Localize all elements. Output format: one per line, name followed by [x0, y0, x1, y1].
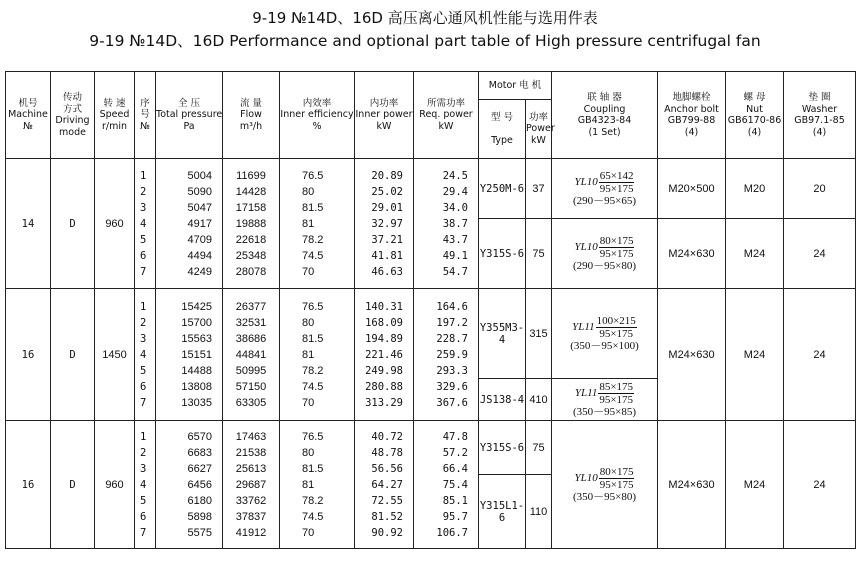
motor-type-cell: Y315S-6	[479, 219, 526, 289]
flow-cell: 26377 32531 38686 44841 50995 57150 63305	[223, 289, 280, 421]
coupling-spec: YL11 $\frac{100\times 215}{95\times 175}$ (350－95×100)	[570, 314, 639, 352]
motor-type-cell: Y355M3-4	[479, 289, 526, 379]
motor-type-cell: Y250M-6	[479, 159, 526, 219]
anchor-bolt-cell: M24×630	[658, 289, 726, 421]
motor-power-cell: 315	[526, 289, 552, 379]
title-chinese: 9-19 №14D、16D 高压离心通风机性能与选用件表	[252, 9, 598, 27]
washer-cell: 20	[784, 159, 856, 219]
inner-power-cell: 20.89 25.02 29.01 32.97 37.21 41.81 46.63	[355, 159, 414, 289]
header-motor: Motor 电 机	[479, 72, 552, 100]
coupling-spec: YL10 $\frac{80\times 175}{95\times 175}$ (350－95×80)	[572, 465, 637, 503]
header-driving-mode: 传动 方式 Driving mode	[51, 72, 95, 159]
coupling-cell	[552, 159, 658, 219]
inner-power-cell: 140.31 168.09 194.89 221.46 249.98 280.88 313.29	[355, 289, 414, 421]
header-nut: 螺 母 Nut GB6170-86 (4)	[726, 72, 784, 159]
req-power-cell: 164.6 197.2 228.7 259.9 293.3 329.6 367.6	[414, 289, 479, 421]
efficiency-cell: 76.5 80 81.5 81 78.2 74.5 70	[280, 289, 355, 421]
machine-cell: 16	[6, 289, 51, 421]
header-machine: 机号 Machine №	[6, 72, 51, 159]
header-washer: 垫 圈 Washer GB97.1-85 (4)	[784, 72, 856, 159]
speed-cell: 960	[95, 421, 135, 549]
coupling-cell	[552, 289, 658, 379]
pressure-cell: 5004 5090 5047 4917 4709 4494 4249	[156, 159, 223, 289]
header-motor-power: 功率 Power kW	[526, 100, 552, 159]
table-row-group	[6, 289, 856, 379]
motor-type-cell: Y315S-6	[479, 421, 526, 475]
req-power-cell: 47.8 57.2 66.4 75.4 85.1 95.7 106.7	[414, 421, 479, 549]
header-seq: 序 号 №	[135, 72, 156, 159]
inner-power-cell: 40.72 48.78 56.56 64.27 72.55 81.52 90.92	[355, 421, 414, 549]
washer-cell: 24	[784, 289, 856, 421]
machine-cell: 14	[6, 159, 51, 289]
washer-cell: 24	[784, 421, 856, 549]
title-english: 9-19 №14D、16D Performance and optional part table of High pressure centrifugal fan	[89, 32, 761, 50]
pressure-cell: 6570 6683 6627 6456 6180 5898 5575	[156, 421, 223, 549]
nut-cell: M20	[726, 159, 784, 219]
header-coupling: 联 轴 器 Coupling GB4323-84 (1 Set)	[552, 72, 658, 159]
coupling-cell	[552, 379, 658, 421]
seq-cell: 1 2 3 4 5 6 7	[135, 289, 156, 421]
nut-cell: M24	[726, 289, 784, 421]
drive-cell: D	[51, 289, 95, 421]
header-anchor-bolt: 地脚螺栓 Anchor bolt GB799-88 (4)	[658, 72, 726, 159]
header-flow: 流 量 Flow m³/h	[223, 72, 280, 159]
coupling-spec: YL10 $\frac{65\times 142}{95\times 175}$ (290－95×65)	[572, 169, 637, 207]
table-row-group	[6, 421, 856, 475]
header-inner-efficiency: 内效率 Inner efficiency %	[280, 72, 355, 159]
anchor-bolt-cell: M24×630	[658, 421, 726, 549]
efficiency-cell: 76.5 80 81.5 81 78.2 74.5 70	[280, 159, 355, 289]
drive-cell: D	[51, 421, 95, 549]
header-total-pressure: 全 压 Total pressure Pa	[156, 72, 223, 159]
coupling-cell	[552, 421, 658, 549]
motor-power-cell: 37	[526, 159, 552, 219]
coupling-spec: YL11 $\frac{85\times 175}{95\times 175}$ (350－95×85)	[572, 380, 637, 418]
nut-cell: M24	[726, 421, 784, 549]
anchor-bolt-cell: M24×630	[658, 219, 726, 289]
drive-cell: D	[51, 159, 95, 289]
motor-type-cell: Y315L1-6	[479, 475, 526, 549]
anchor-bolt-cell: M20×500	[658, 159, 726, 219]
washer-cell: 24	[784, 219, 856, 289]
table-row-group	[6, 159, 856, 219]
motor-power-cell: 410	[526, 379, 552, 421]
flow-cell: 11699 14428 17158 19888 22618 25348 28078	[223, 159, 280, 289]
coupling-spec: YL10 $\frac{80\times 175}{95\times 175}$ (290－95×80)	[572, 234, 637, 272]
req-power-cell: 24.5 29.4 34.0 38.7 43.7 49.1 54.7	[414, 159, 479, 289]
performance-table	[5, 71, 856, 549]
flow-cell: 17463 21538 25613 29687 33762 37837 41912	[223, 421, 280, 549]
pressure-cell: 15425 15700 15563 15151 14488 13808 13035	[156, 289, 223, 421]
speed-cell: 1450	[95, 289, 135, 421]
speed-cell: 960	[95, 159, 135, 289]
efficiency-cell: 76.5 80 81.5 81 78.2 74.5 70	[280, 421, 355, 549]
motor-type-cell: JS138-4	[479, 379, 526, 421]
motor-power-cell: 75	[526, 421, 552, 475]
header-req-power: 所需功率 Req. power kW	[414, 72, 479, 159]
motor-power-cell: 110	[526, 475, 552, 549]
machine-cell: 16	[6, 421, 51, 549]
seq-cell: 1 2 3 4 5 6 7	[135, 421, 156, 549]
header-inner-power: 内功率 Inner power kW	[355, 72, 414, 159]
header-motor-type: 型 号 Type	[479, 100, 526, 159]
coupling-cell	[552, 219, 658, 289]
seq-cell: 1 2 3 4 5 6 7	[135, 159, 156, 289]
header-speed: 转 速 Speed r/min	[95, 72, 135, 159]
motor-power-cell: 75	[526, 219, 552, 289]
nut-cell: M24	[726, 219, 784, 289]
